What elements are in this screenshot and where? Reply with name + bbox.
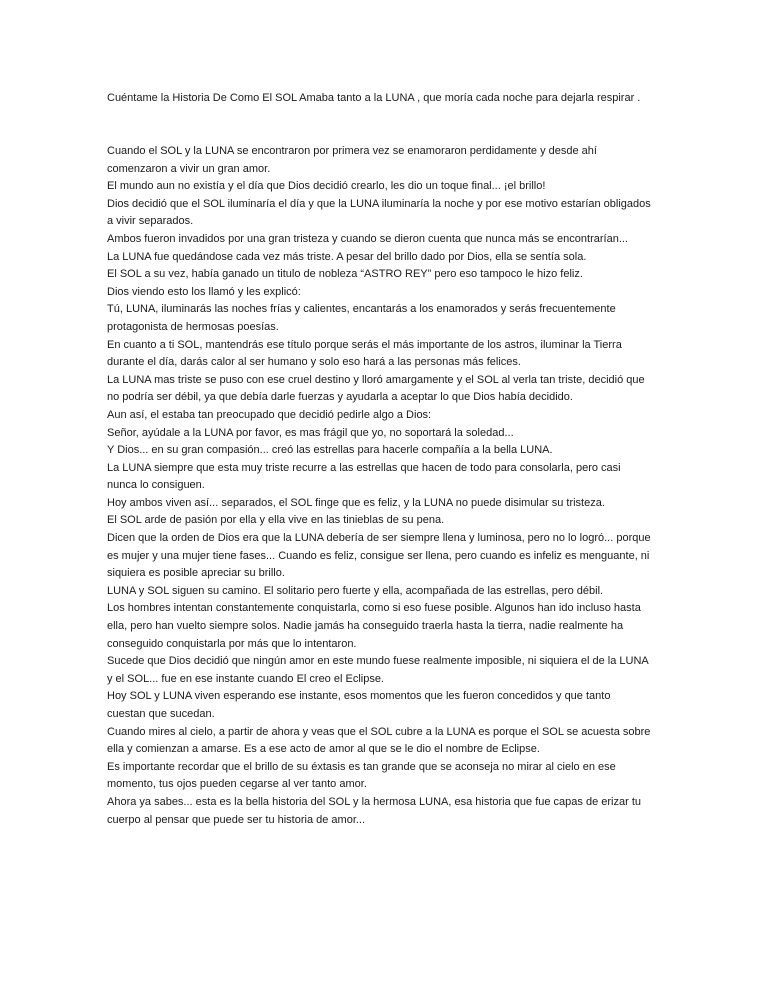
paragraph: Hoy ambos viven así... separados, el SOL finge que es feliz, y la LUNA no puede disimular su tristeza. <box>107 496 605 509</box>
paragraph: Cuando mires al cielo, a partir de ahora y veas que el SOL cubre a la LUNA es porque el SOL se acuesta sobre ella y comienzan a amarse. Es a ese acto de amor al que se le dio el nombre de Eclipse. <box>107 725 651 756</box>
paragraph: La LUNA fue quedándose cada vez más triste. A pesar del brillo dado por Dios, ella se sentía sola. <box>107 250 587 263</box>
paragraph: Cuando el SOL y la LUNA se encontraron por primera vez se enamoraron perdidamente y desde ahí comenzaron a vivir un gran amor. <box>107 145 597 175</box>
paragraph: Dios decidió que el SOL iluminaría el día y que la LUNA iluminaría la noche y por ese motivo estarían obligados a vivir separados. <box>107 197 651 228</box>
paragraph: En cuanto a ti SOL, mantendrás ese título porque serás el más importante de los astros, iluminar la Tierra durante el día, darás calor al ser humano y solo eso hará a las personas más felices. <box>107 338 622 369</box>
paragraph: El SOL a su vez, había ganado un titulo de nobleza “ASTRO REY” pero eso tampoco le hizo feliz. <box>107 268 583 281</box>
paragraph: Y Dios... en su gran compasión... creó las estrellas para hacerle compañía a la bella LUNA. <box>107 444 553 457</box>
paragraph: Aun así, el estaba tan preocupado que decidió pedirle algo a Dios: <box>107 408 432 421</box>
paragraph: Sucede que Dios decidió que ningún amor en este mundo fuese realmente imposible, ni siquiera el de la LUNA y el SOL... fue en ese instante cuando El creo el Eclipse. <box>107 655 649 685</box>
paragraph: Dios viendo esto los llamó y les explicó: <box>107 285 301 298</box>
paragraph: Hoy SOL y LUNA viven esperando ese instante, esos momentos que les fueron concedidos y que tanto cuestan que sucedan. <box>107 690 611 720</box>
paragraph: Tú, LUNA, iluminarás las noches frías y calientes, encantarás a los enamorados y serás frecuentemente protagonista de hermosas poesías. <box>107 303 616 333</box>
paragraph: La LUNA mas triste se puso con ese cruel destino y lloró amargamente y el SOL al verla tan triste, decidió que no podría ser débil, ya que debía darle fuerzas y ayudarla a aceptar lo que Dios había decidido. <box>107 373 645 404</box>
paragraph: LUNA y SOL siguen su camino. El solitario pero fuerte y ella, acompañada de las estrellas, pero débil. <box>107 584 604 597</box>
paragraph: Dicen que la orden de Dios era que la LUNA debería de ser siempre llena y luminosa, pero no lo logró... porque es mujer y una mujer tiene fases... Cuando es feliz, consigue ser llena, pero cuando es infeliz es menguante, ni siquiera es posible apreciar su brillo. <box>107 532 651 580</box>
paragraph: Los hombres intentan constantemente conquistarla, como si eso fuese posible. Algunos han ido incluso hasta ella, pero han vuelto siempre solos. Nadie jamás ha conseguido traerla hasta la tierra, nadie realmente ha conseguido conquistarla por más que lo intentaron. <box>107 602 641 650</box>
paragraph: Es importante recordar que el brillo de su éxtasis es tan grande que se aconseja no mirar al cielo en ese momento, tus ojos pueden cegarse al ver tanto amor. <box>107 760 616 791</box>
document-title: Cuéntame la Historia De Como El SOL Amaba tanto a la LUNA , que moría cada noche para dejarla respirar . <box>107 92 641 104</box>
paragraph: El SOL arde de pasión por ella y ella vive en las tinieblas de su pena. <box>107 514 445 527</box>
paragraph: Señor, ayúdale a la LUNA por favor, es mas frágil que yo, no soportará la soledad... <box>107 426 514 439</box>
document-body <box>107 143 652 829</box>
paragraph: El mundo aun no existía y el día que Dios decidió crearlo, les dio un toque final... ¡el brillo! <box>107 180 546 193</box>
paragraph: Ahora ya sabes... esta es la bella historia del SOL y la hermosa LUNA, esa historia que fue capas de erizar tu cuerpo al pensar que puede ser tu historia de amor... <box>107 795 641 826</box>
paragraph: Ambos fueron invadidos por una gran tristeza y cuando se dieron cuenta que nunca más se encontrarían... <box>107 232 628 245</box>
paragraph: La LUNA siempre que esta muy triste recurre a las estrellas que hacen de todo para consolarla, pero casi nunca lo consiguen. <box>107 461 621 492</box>
